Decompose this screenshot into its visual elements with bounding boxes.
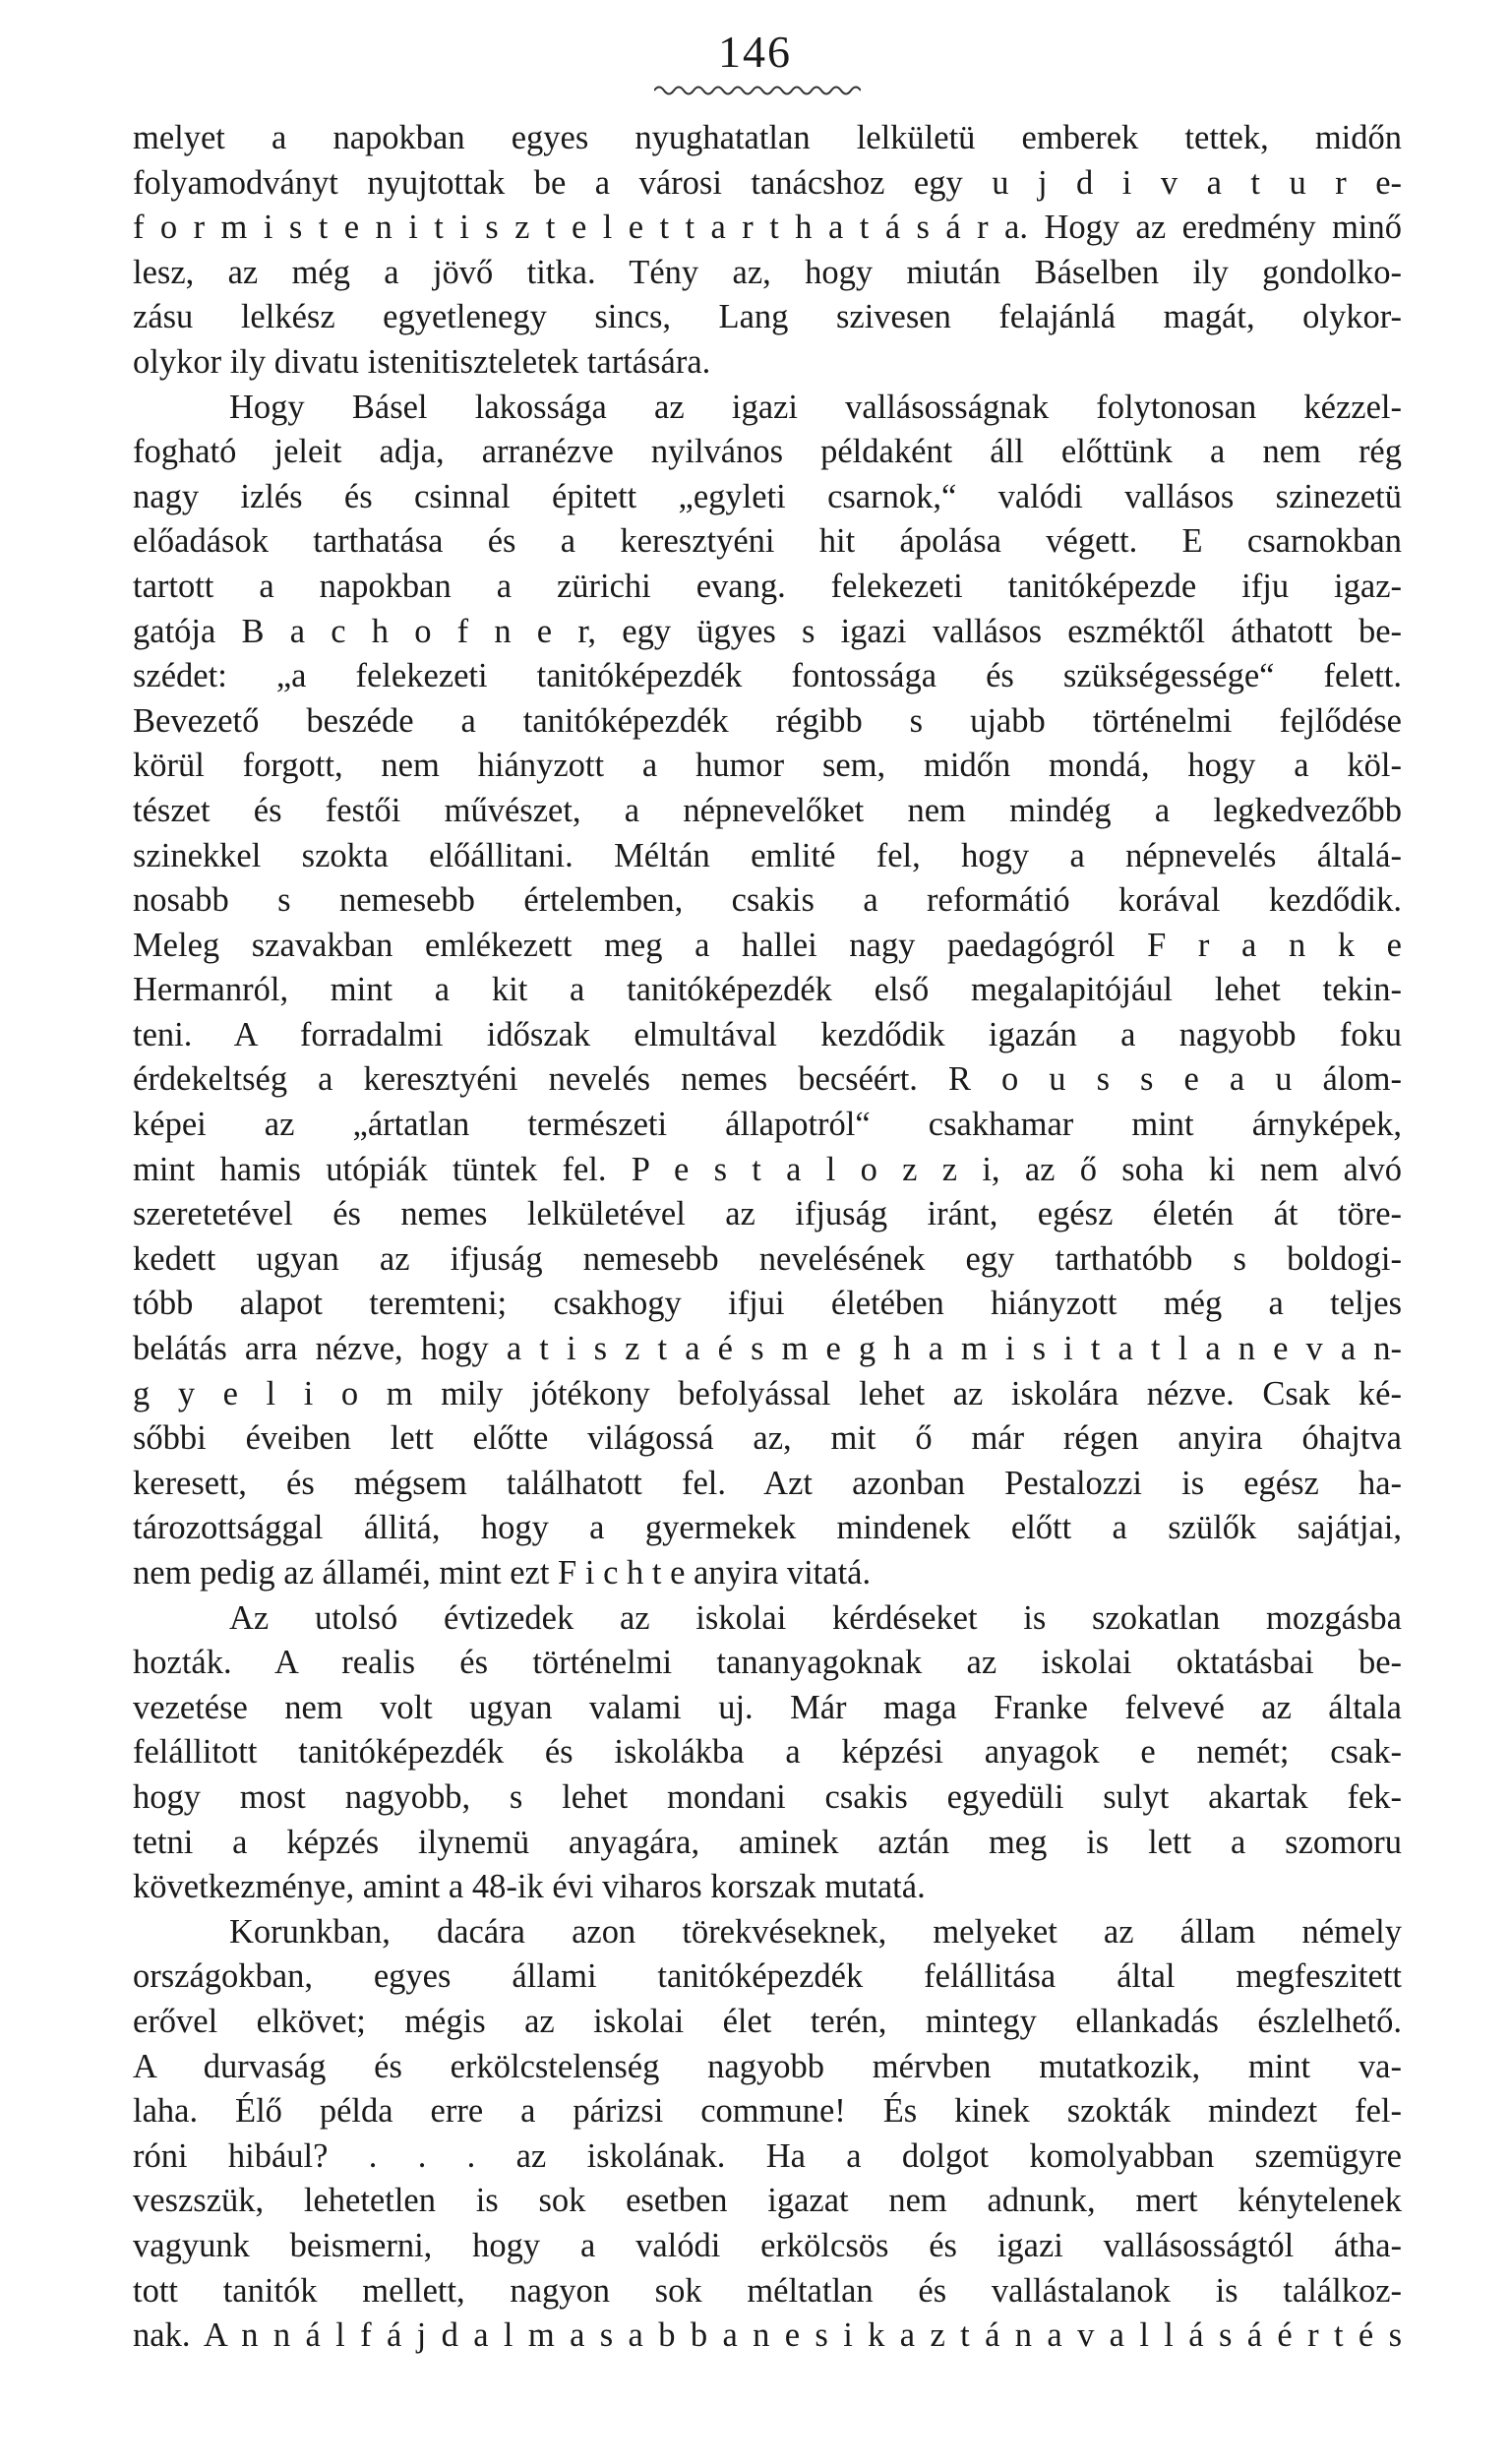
text-line: fogható jeleit adja, arranézve nyilvános példaként áll előttünk a nem rég [133,433,1402,471]
text-line: mint hamis utópiák tüntek fel. P e s t a l o z z i, az ő soha ki nem alvó [133,1150,1402,1188]
text-line: melyet a napokban egyes nyughatatlan lelkületü emberek tettek, midőn [133,119,1402,156]
text-line: Az utolsó évtizedek az iskolai kérdéseket is szokatlan mozgásba [229,1598,1402,1637]
text-line: keresett, és mégsem találhatott fel. Azt azonban Pestalozzi is egész ha- [133,1464,1402,1502]
text-line: nem pedig az államéi, mint ezt F i c h t e anyira vitatá. [133,1554,872,1592]
text-line: Bevezető beszéde a tanitóképezdék régibb s ujabb történelmi fejlődése [133,701,1402,740]
page-number: 146 [718,27,792,77]
text-line: képei az „ártatlan természeti állapotról“ csakhamar mint árnyképek, [133,1106,1402,1144]
text-line: érdekeltség a keresztyéni nevelés nemes becséért. R o u s s e a u álom- [133,1060,1402,1099]
text-line: hozták. A realis és történelmi tananyagoknak az iskolai oktatásbai be- [133,1644,1402,1682]
text-line: körül forgott, nem hiányzott a humor sem, midőn mondá, hogy a köl- [133,747,1402,785]
text-line: Hogy Básel lakossága az igazi vallásosságnak folytonosan kézzel- [229,388,1402,426]
text-line: veszszük, lehetetlen is sok esetben igazat nem adnunk, mert kénytelenek [133,2182,1402,2220]
text-line: g y e l i o m mily jótékony befolyással lehet az iskolára nézve. Csak ké- [133,1374,1402,1412]
text-line: országokban, egyes állami tanitóképezdék felállitása által megfeszitett [133,1957,1402,1996]
text-line: Hermanról, mint a kit a tanitóképezdék első megalapitójául lehet tekin- [133,971,1402,1009]
text-line: vezetése nem volt ugyan valami uj. Már maga Franke felvevé az általa [133,1688,1402,1726]
text-line: tóbb alapot teremteni; csakhogy ifjui életében hiányzott még a teljes [133,1285,1402,1323]
body-text [133,116,1402,2359]
text-line: nagy izlés és csinnal épitett „egyleti csarnok,“ valódi vallásos szinezetü [133,477,1402,515]
text-line: olykor ily divatu istenitiszteletek tartására. [133,342,711,381]
text-line: Korunkban, dacára azon törekvéseknek, melyeket az állam némely [229,1912,1402,1951]
text-line: előadások tarthatása és a keresztyéni hit ápolása végett. E csarnokban [133,522,1402,561]
text-line: szinekkel szokta előállitani. Méltán emlité fel, hogy a népnevelés általá- [133,836,1402,874]
text-line: róni hibául? . . . az iskolának. Ha a dolgot komolyabban szemügyre [133,2136,1402,2175]
text-line: zásu lelkész egyetlenegy sincs, Lang szivesen felajánlá magát, olykor- [133,298,1402,336]
text-line: laha. Élő példa erre a párizsi commune! És kinek szokták mindezt fel- [133,2092,1402,2131]
text-line: lesz, az még a jövő titka. Tény az, hogy miután Báselben ily gondolko- [133,253,1402,291]
text-line: folyamodványt nyujtottak be a városi tanácshoz egy u j d i v a t u r e- [133,163,1402,202]
text-line: Meleg szavakban emlékezett meg a hallei nagy paedagógról F r a n k e [133,926,1402,964]
text-line: nak. A n n á l f á j d a l m a s a b b a n e s i k a z t á n a v a l l á s á é r t é s [133,2316,1402,2355]
text-line: hogy most nagyobb, s lehet mondani csakis egyedüli sulyt akartak fek- [133,1777,1402,1816]
text-line: vagyunk beismerni, hogy a valódi erkölcsös és igazi vallásosságtól átha- [133,2226,1402,2264]
text-line: tetni a képzés ilynemü anyagára, aminek aztán meg is lett a szomoru [133,1823,1402,1861]
text-line: tészet és festői művészet, a népnevelőket nem mindég a legkedvezőbb [133,791,1402,829]
text-line: tartott a napokban a zürichi evang. felekezeti tanitóképezde ifju igaz- [133,567,1402,605]
text-line: belátás arra nézve, hogy a t i s z t a é s m e g h a m i s i t a t l a n e v a n- [133,1330,1402,1368]
text-line: teni. A forradalmi időszak elmultával kezdődik igazán a nagyobb foku [133,1015,1402,1053]
text-line: f o r m i s t e n i t i s z t e l e t t a r t h a t á s á r a. Hogy az eredmény minő [133,209,1402,247]
text-line: gatója B a c h o f n e r, egy ügyes s igazi vallásos eszméktől áthatott be- [133,612,1402,650]
text-line: erővel elkövet; mégis az iskolai élet terén, mintegy ellankadás észlelhető. [133,2002,1402,2040]
text-line: szédet: „a felekezeti tanitóképezdék fontossága és szükségessége“ felett. [133,657,1402,695]
text-line: kedett ugyan az ifjuság nemesebb nevelésének egy tarthatóbb s boldogi- [133,1239,1402,1278]
text-line: felállitott tanitóképezdék és iskolákba a képzési anyagok e nemét; csak- [133,1733,1402,1772]
text-line: tározottsággal állitá, hogy a gyermekek mindenek előtt a szülők sajátjai, [133,1509,1402,1547]
text-line: tott tanitók mellett, nagyon sok méltatlan és vallástalanok is találkoz- [133,2271,1402,2310]
wavy-ornament [654,81,861,100]
text-line: sőbbi éveiben lett előtte világossá az, mit ő már régen anyira óhajtva [133,1419,1402,1458]
text-line: nosabb s nemesebb értelemben, csakis a reformátió korával kezdődik. [133,881,1402,920]
text-line: következménye, amint a 48-ik évi viharos korszak mutatá. [133,1868,926,1906]
text-line: szeretetével és nemes lelkületével az ifjuság iránt, egész életén át törе- [133,1195,1402,1233]
text-line: A durvaság és erkölcstelenség nagyobb mérvben mutatkozik, mint va- [133,2047,1402,2085]
